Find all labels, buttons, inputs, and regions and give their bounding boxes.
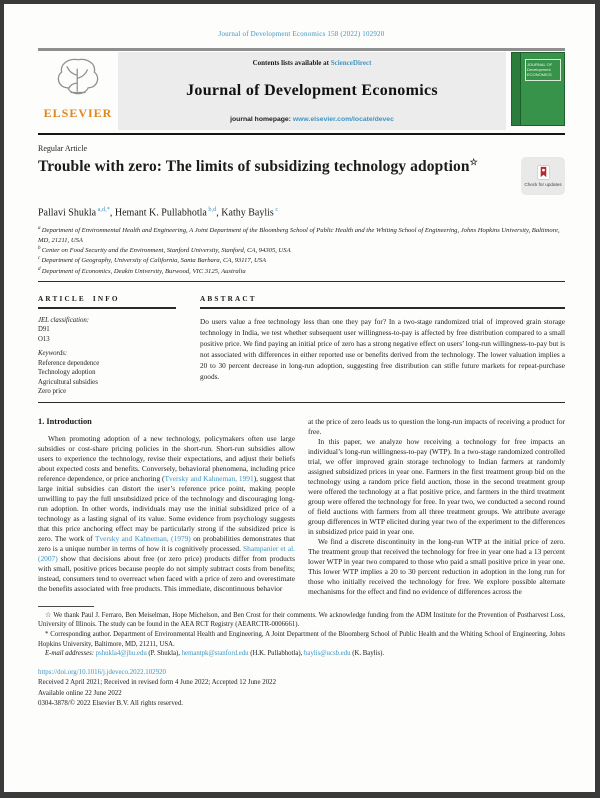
article-type-label: Regular Article (38, 144, 88, 154)
title-footnote-mark[interactable]: ☆ (469, 157, 478, 168)
footnote-rule (38, 606, 94, 607)
body-paragraph (308, 537, 565, 597)
author-name[interactable]: Pallavi Shukla (38, 207, 97, 219)
article-body (38, 417, 565, 597)
text-run: When promoting adoption of a new technology, policymakers often use large subsidies or cost-share pricing policies in the short-run. Short-run subsidies allow users to experience the technology, revise their expectations, and adjust their beliefs about expected costs and benefits. Conversely, behavioral phenomena, including price reference dependence, or price anchoring ( (38, 433, 295, 483)
keyword: Reference dependence (38, 359, 100, 367)
affiliations (38, 225, 565, 276)
elsevier-wordmark: ELSEVIER (43, 105, 113, 120)
sciencedirect-link[interactable]: ScienceDirect (330, 58, 372, 67)
contents-line (253, 59, 372, 67)
text-run: (P. Shukla), (146, 650, 182, 658)
citation-link[interactable]: Shampanier et al. (2007) (38, 543, 295, 563)
text-run: on probabilities demonstrates that zero is a unique number in terms of how it is cognitively processed. (38, 533, 295, 553)
title-text: Trouble with zero: The limits of subsidizing technology adoption (38, 158, 470, 176)
journal-cover-thumbnail[interactable] (511, 52, 565, 126)
keyword: Technology adoption (38, 369, 96, 377)
homepage-line (230, 116, 394, 123)
affiliation-sup: a (38, 226, 42, 232)
body-paragraph (308, 437, 565, 537)
text-run: (K. Baylis). (350, 650, 385, 658)
keyword: Agricultural subsidies (38, 378, 98, 386)
text-run: ), suggest that large initial subsidies can distort the user’s reference price point, making people unwilling to pay the full unsubsidized price of the technology and discouraging long-run adoption. In other words, individuals may use the initial subsidized price of a technology as a lasting signal of its value. Some evidence from psychology suggests that this price anchoring effect may be particularly strong if the subsidized price is zero. The work of (38, 473, 295, 543)
body-column-right (308, 417, 565, 597)
info-abstract-section (38, 282, 565, 396)
affiliation-text: Department of Economics, Deakin University, Burwood, VIC 3125, Australia (41, 268, 246, 276)
journal-title: Journal of Development Economics (186, 82, 438, 99)
running-head-citation: Journal of Development Economics 158 (2022) 102920 (218, 30, 385, 38)
affiliation-sup: b (38, 246, 42, 252)
jel-label: JEL classification: (38, 316, 90, 324)
text-run: In this paper, we analyze how receiving a technology for free impacts an individual’s long-run willingness-to-pay (WTP). In a two-stage randomized controlled trial, we offer improved grain storage technology to Indian farmers at randomly assigned subsidized prices in year one. Farmers in the first treatment group bid on the technology using a random price field auction, those in the second treatment group were offered the technology at a flat positive price, and farmers in the third treatment group were offered the technology for free. In year two, we conducted a second round of field auctions with farmers from all three treatment groups. We attribute average group differences in WTP elicited during year two of the experiment to the differences in subsidized price paid in year one. (308, 436, 565, 536)
affiliation (38, 255, 565, 265)
footnotes (38, 611, 565, 659)
affiliation-sup: c (38, 256, 42, 262)
affiliation-sup: d (38, 266, 42, 272)
footnote (38, 630, 565, 649)
citation-link[interactable]: Tversky and Kahneman, (1979) (94, 533, 191, 543)
email-link[interactable]: pshukla4@jhu.edu (95, 650, 147, 658)
affiliation (38, 245, 565, 255)
homepage-prefix: journal homepage: (230, 115, 293, 123)
text-run: E-mail addresses: (45, 650, 96, 658)
homepage-link[interactable]: www.elsevier.com/locate/devec (292, 115, 394, 123)
author-affiliation-sup: c (273, 206, 279, 214)
article-info-heading: ARTICLE INFO (38, 295, 120, 304)
jel-code: D91 (38, 326, 50, 334)
section-heading: 1. Introduction (38, 416, 92, 426)
cover-title-line: ECONOMICS (527, 72, 552, 78)
abstract-column (200, 295, 565, 396)
author-affiliation-sup: a,d,* (96, 206, 110, 214)
cover-title-line: JOURNAL OF (527, 61, 553, 67)
author-name[interactable]: Kathy Baylis (221, 207, 274, 219)
masthead (38, 52, 565, 130)
abstract-heading-rule (200, 307, 565, 308)
affiliation-text: Department of Environmental Health and Engineering, A Joint Department of the Bloomberg School of Public Health and the Whiting School of Engineering, Johns Hopkins University, Baltimore, MD, 21211, USA (38, 227, 560, 244)
text-run: show that decisions about free (or zero price) products differ from products with small, positive prices because people do not simply subtract costs from benefits; instead, consumers tend to overreact when faced with a price of zero and overestimate the benefits associated with free products. This immediate, discontinuous behavior (38, 553, 295, 593)
contents-prefix: Contents lists available at (252, 58, 331, 67)
received-dates: Received 2 April 2021; Received in revised form 4 June 2022; Accepted 12 June 2022 (38, 679, 277, 687)
text-run: at the price of zero leads us to question the long-run impacts of receiving a product for free. (308, 416, 565, 436)
journal-banner (118, 52, 506, 130)
masthead-top-rule (38, 48, 565, 51)
text-run: (H.K. Pullabhotla), (248, 650, 305, 658)
paper-sheet (4, 4, 595, 792)
footnote (38, 611, 565, 630)
bookmark-icon (537, 165, 550, 180)
cover-title-box (525, 59, 561, 81)
cover-spine (512, 53, 521, 125)
citation-link[interactable]: Tversky and Kahneman, 1991 (164, 473, 254, 483)
article-info-heading-rule (38, 307, 176, 308)
affiliation-text: Center on Food Security and the Environment, Stanford University, Stanford, CA, 94305, USA (41, 247, 291, 255)
elsevier-logo[interactable] (38, 52, 118, 130)
author-affiliation-sup: b,d (206, 206, 217, 214)
check-for-updates-badge[interactable] (521, 157, 565, 195)
author-separator: , (109, 207, 115, 219)
authors-line (38, 206, 565, 218)
affiliation (38, 225, 565, 245)
affiliation-text: Department of Geography, University of California, Santa Barbara, CA, 93117, USA (41, 257, 267, 265)
abstract-text: Do users value a free technology less than one they pay for? In a two-stage randomized trial of improved grain storage technology in India, we test whether subsequent user willingness-to-pay is affected by free distribution compared to a small positive price. We find paying an initial price of zero has a strong negative effect on users’ long-run willingness-to-pay but is not associated with differences in either reported use or benefits derived from the technology. The lower valuation implies a 20 to 30 percent decrease in long-run adoption, suggesting free distribution can stifle future markets for repeat-purchase goods. (200, 316, 565, 382)
cover-title-line: Development (527, 66, 551, 72)
info-bottom-rule (38, 402, 565, 403)
doi-link[interactable]: https://doi.org/10.1016/j.jdeveco.2022.102920 (38, 668, 166, 676)
masthead-bottom-rule (38, 133, 565, 136)
body-column-left (38, 417, 295, 597)
keywords-list (38, 359, 176, 397)
body-paragraph (38, 434, 295, 594)
article-info-column (38, 295, 176, 396)
elsevier-tree-icon (50, 55, 106, 105)
footnote (38, 649, 565, 659)
author-separator: , (216, 207, 222, 219)
text-run: * Corresponding author. Department of Environmental Health and Engineering, A Joint Department of the Bloomberg School of Public Health and the Whiting School of Engineering, Johns Hopkins University, Baltimore, MD, 21211, USA. (38, 630, 565, 648)
author-name[interactable]: Hemant K. Pullabhotla (114, 207, 207, 219)
keyword: Zero price (38, 388, 67, 396)
abstract-heading: ABSTRACT (200, 295, 257, 304)
issn-copyright: 0304-3878/© 2022 Elsevier B.V. All rights reserved. (38, 699, 184, 707)
jel-code: O13 (38, 335, 50, 343)
text-run: We find a discrete discontinuity in the long-run WTP at the initial price of zero. The treatment group that received the technology for free in year one had a 13 percent lower WTP in year two compared to those who paid a small positive price in year one. This lower WTP implies a 20 to 30 percent reduction in adoption in the long run for those who initially received the technology for free. We explore possible alternate mechanisms for the effect and find no evidence of differences across the (308, 536, 565, 596)
jel-codes (38, 325, 176, 344)
keywords-label: Keywords: (38, 350, 68, 358)
check-for-updates-label: Check for updates (524, 181, 562, 187)
footer-block (38, 668, 565, 709)
available-online: Available online 22 June 2022 (38, 689, 122, 697)
email-link[interactable]: hemantpk@stanford.edu (181, 650, 249, 658)
article-title (38, 157, 511, 177)
text-run: ☆ We thank Paul J. Ferraro, Ben Meiselman, Hope Michelson, and Ben Crost for their comments. We acknowledge funding from the ADM Institute for the Prevention of Postharvest Loss, University of Illinois. The study can be found in the AEA RCT Registry (AEARCTR-0006661). (38, 611, 565, 629)
affiliation (38, 266, 565, 276)
email-link[interactable]: baylis@ucsb.edu (304, 650, 351, 658)
body-paragraph (308, 417, 565, 437)
title-row (38, 157, 565, 195)
